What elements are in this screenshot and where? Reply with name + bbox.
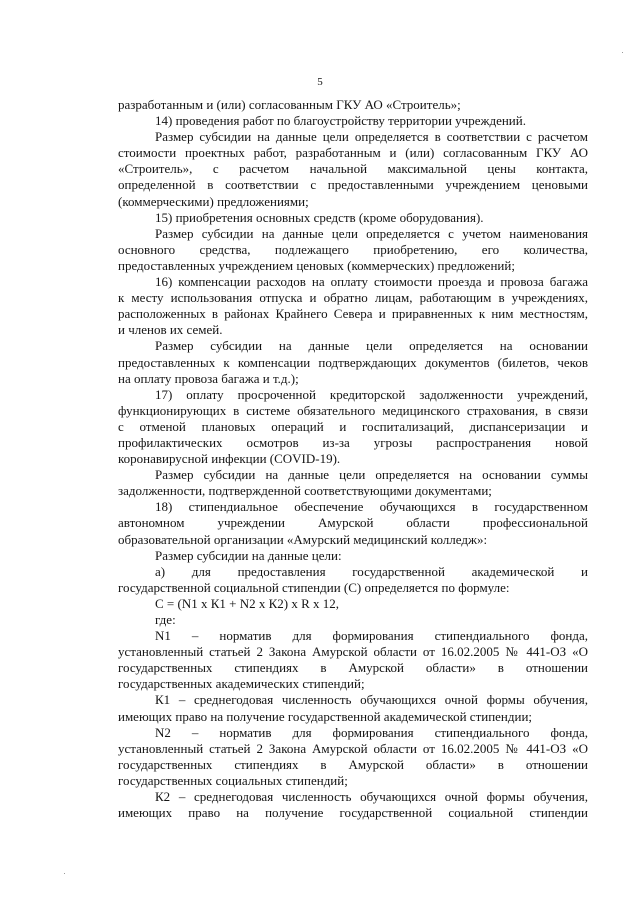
text-line: имеющих право на получение государственной социальной стипендии [118, 805, 588, 821]
text-line: (коммерческими) предложениями; [118, 193, 309, 209]
text-line: установленный статьей 2 Закона Амурской области от 16.02.2005 № 441-ОЗ «О [118, 740, 588, 756]
text-line: где: [155, 612, 176, 627]
text-line: образовательной организации «Амурский медицинский колледж»: [118, 531, 488, 547]
text-line: основного средства, подлежащего приобретению, его количества, [118, 241, 588, 257]
text-line: имеющих право на получение государственной академической стипендии; [118, 708, 533, 724]
text-line: задолженности, подтвержденной соответствующими документами; [118, 483, 492, 499]
text-line: Размер субсидии на данные цели: [155, 547, 342, 563]
text-line: коронавирусной инфекции (COVID-19). [118, 451, 341, 467]
text-line: установленный статьей 2 Закона Амурской области от 16.02.2005 № 441-ОЗ «О [118, 644, 588, 660]
text-line: Размер субсидии на данные цели определяется в соответствии с расчетом [155, 129, 588, 145]
text-line: к месту использования отпуска и обратно лицам, работающим в учреждениях, [118, 290, 588, 306]
page-number: 5 [317, 76, 323, 88]
list-item-16: 16) компенсации расходов на оплату стоимости проезда и провоза багажа [155, 274, 588, 290]
definition-k2: К2 – среднегодовая численность обучающихся очной формы обучения, [155, 789, 588, 805]
scan-speck [622, 52, 623, 53]
text-line: государственной социальной стипендии (С) определяется по формуле: [118, 579, 510, 595]
list-item-15: 15) приобретения основных средств (кроме оборудования). [155, 209, 484, 225]
text-line: с отменой плановых операций и госпитализаций, диспансеризации и [118, 418, 588, 434]
formula: С = (N1 х К1 + N2 х К2) х R х 12, [155, 595, 340, 611]
text-line: профилактических осмотров из-за угрозы распространения новой [118, 434, 588, 450]
list-item-18: 18) стипендиальное обеспечение обучающихся в государственном [155, 499, 588, 515]
definition-n2: N2 – норматив для формирования стипендиального фонда, [155, 724, 588, 740]
text-line: государственных социальных стипендий; [118, 772, 348, 788]
text-line: на оплату провоза багажа и т.д.); [118, 370, 299, 386]
document-body [118, 97, 588, 821]
list-item-14: 14) проведения работ по благоустройству территории учреждений. [155, 113, 526, 129]
text-line: государственных стипендиях в Амурской области» в отношении [118, 660, 588, 676]
scan-speck [64, 873, 65, 874]
text-line: государственных стипендиях в Амурской области» в отношении [118, 756, 588, 772]
text-line: предоставленных к компенсации подтверждающих документов (билетов, чеков [118, 354, 588, 370]
text-line: предоставленных учреждением ценовых (коммерческих) предложений; [118, 257, 515, 273]
text-line: государственных академических стипендий; [118, 676, 365, 692]
text-line: расположенных в районах Крайнего Севера и приравненных к ним местностям, [118, 306, 588, 322]
definition-k1: К1 – среднегодовая численность обучающихся очной формы обучения, [155, 692, 588, 708]
text-line: «Строитель», с расчетом начальной максимальной цены контакта, [118, 161, 588, 177]
text-line: разработанным и (или) согласованным ГКУ АО «Строитель»; [118, 97, 461, 112]
text-line: Размер субсидии на данные цели определяется с учетом наименования [155, 225, 588, 241]
text-line: автономном учреждении Амурской области профессиональной [118, 515, 588, 531]
text-line: стоимости проектных работ, разработанным и (или) согласованным ГКУ АО [118, 145, 588, 161]
list-item-17: 17) оплату просроченной кредиторской задолженности учреждений, [155, 386, 588, 402]
text-line: Размер субсидии на данные цели определяется на основании [155, 338, 588, 354]
text-line: определенной в соответствии с предоставленными учреждением ценовыми [118, 177, 588, 193]
text-line: Размер субсидии на данные цели определяется на основании суммы [155, 467, 588, 483]
text-line: и членов их семей. [118, 322, 223, 338]
sub-item-a: а) для предоставления государственной академической и [155, 563, 588, 579]
text-line: функционирующих в системе обязательного медицинского страхования, в связи [118, 402, 588, 418]
definition-n1: N1 – норматив для формирования стипендиального фонда, [155, 628, 588, 644]
